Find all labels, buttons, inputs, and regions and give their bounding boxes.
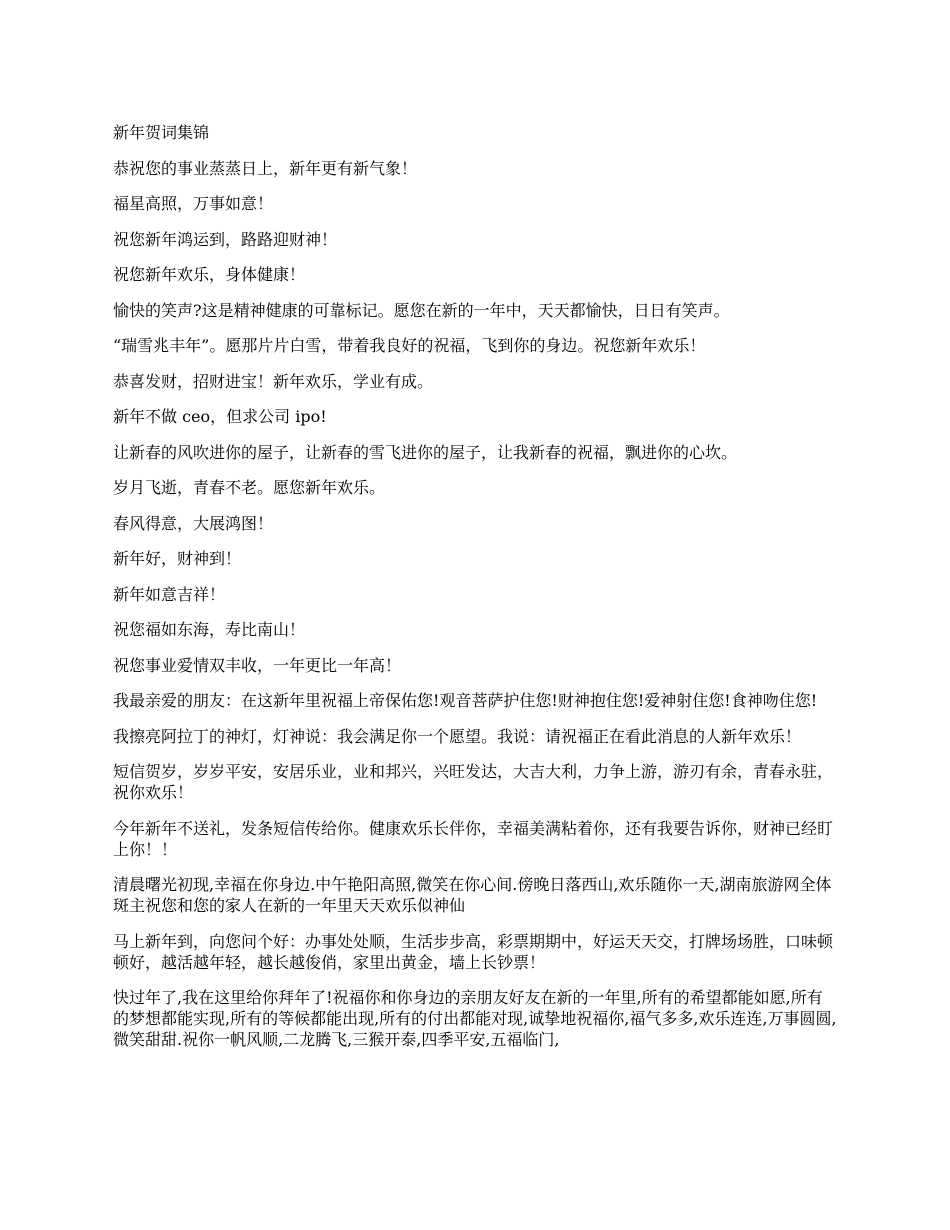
paragraph: 快过年了,我在这里给你拜年了!祝福你和你身边的亲朋友好友在新的一年里,所有的希望都能如愿,所有的梦想都能实现,所有的等候都能出现,所有的付出都能对现,诚挚地祝福你,福气多多,欢乐连连,万事圆圆,微笑甜甜.祝你一帆风顺,二龙腾飞,三猴开泰,四季平安,五福临门, [113, 988, 837, 1049]
paragraph: 我擦亮阿拉丁的神灯，灯神说：我会满足你一个愿望。我说：请祝福正在看此消息的人新年欢乐！ [113, 726, 802, 746]
paragraph: 祝您新年欢乐，身体健康！ [113, 265, 306, 284]
paragraph: 恭祝您的事业蒸蒸日上，新年更有新气象！ [113, 158, 418, 178]
paragraph: 祝您事业爱情双丰收，一年更比一年高！ [113, 655, 402, 675]
paragraph: 春风得意，大展鸿图！ [113, 513, 274, 533]
document-body [113, 122, 838, 1050]
document-title: 新年贺词集锦 [113, 123, 210, 142]
paragraph: 清晨曙光初现,幸福在你身边.中午艳阳高照,微笑在你心间.傍晚日落西山,欢乐随你一天,湖南旅游网全体斑主祝您和您的家人在新的一年里天天欢乐似神仙 [113, 875, 832, 915]
paragraph: 愉快的笑声?这是精神健康的可靠标记。愿您在新的一年中，天天都愉快，日日有笑声。 [113, 300, 730, 320]
paragraph: 福星高照，万事如意！ [113, 194, 274, 213]
paragraph: 新年好，财神到！ [113, 549, 242, 568]
paragraph: 新年如意吉祥！ [113, 584, 226, 604]
paragraph: 新年不做 ceo，但求公司 ipo! [113, 407, 327, 426]
paragraph: 今年新年不送礼，发条短信传给你。健康欢乐长伴你，幸福美满粘着你，还有我要告诉你，财神已经盯上你！！ [113, 818, 834, 859]
paragraph: 我最亲爱的朋友：在这新年里祝福上帝保佑您!观音菩萨护住您!财神抱住您!爱神射住您!食神吻住您! [113, 691, 818, 710]
paragraph: “瑞雪兆丰年”。愿那片片白雪，带着我良好的祝福，飞到你的身边。祝您新年欢乐！ [113, 336, 706, 355]
paragraph: 马上新年到，向您问个好：办事处处顺，生活步步高，彩票期期中，好运天天交，打牌场场胜，口味顿顿好，越活越年轻，越长越俊俏，家里出黄金，墙上长钞票！ [113, 931, 834, 972]
paragraph: 祝您福如东海，寿比南山！ [113, 620, 306, 639]
paragraph: 岁月飞逝，青春不老。愿您新年欢乐。 [113, 478, 386, 497]
paragraph: 让新春的风吹进你的屋子，让新春的雪飞进你的屋子，让我新春的祝福，飘进你的心坎。 [113, 442, 738, 462]
paragraph: 短信贺岁，岁岁平安，安居乐业，业和邦兴，兴旺发达，大吉大利，力争上游，游刃有余，青春永驻，祝你欢乐！ [113, 762, 834, 802]
paragraph: 祝您新年鸿运到，路路迎财神！ [113, 229, 338, 249]
paragraph: 恭喜发财，招财进宝！新年欢乐，学业有成。 [113, 371, 434, 391]
